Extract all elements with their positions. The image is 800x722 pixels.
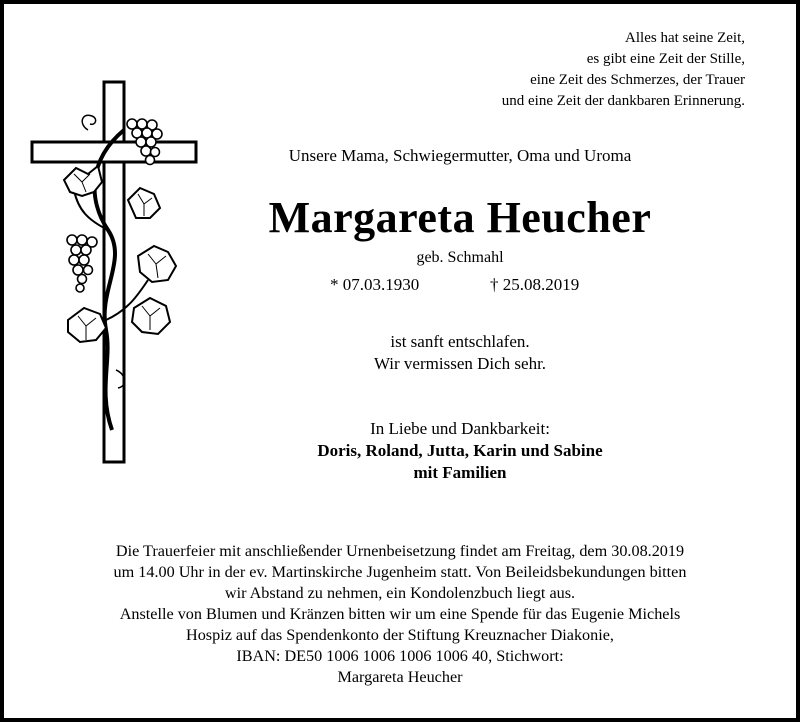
quote-line: es gibt eine Zeit der Stille,	[586, 51, 745, 67]
notice-line: wir Abstand zu nehmen, ein Kondolenzbuch liegt aus.	[224, 584, 576, 602]
notice-line: um 14.00 Uhr in der ev. Martinskirche Jugenheim statt. Von Beileidsbekundungen bitten	[113, 563, 687, 581]
notice-line: Hospiz auf das Spendenkonto der Stiftung Kreuznacher Diakonie,	[186, 626, 614, 644]
notice-line: Anstelle von Blumen und Kränzen bitten wir um eine Spende für das Eugenie Michels	[119, 605, 681, 623]
mourners-intro: In Liebe und Dankbarkeit:	[370, 419, 550, 438]
quote-line: Alles hat seine Zeit,	[625, 30, 745, 46]
message-line: ist sanft entschlafen.	[390, 332, 530, 351]
passing-message	[200, 331, 720, 375]
deceased-name: Margareta Heucher	[268, 193, 652, 242]
mourners-families: mit Familien	[413, 463, 507, 482]
mourners-block	[200, 418, 720, 484]
quote-line: eine Zeit des Schmerzes, der Trauer	[530, 72, 745, 88]
death-date: † 25.08.2019	[490, 275, 580, 294]
quote-verse	[405, 28, 745, 112]
birth-date: * 07.03.1930	[330, 275, 420, 294]
funeral-notice	[50, 541, 750, 688]
notice-line: IBAN: DE50 1006 1006 1006 1006 40, Stichwort:	[236, 647, 564, 665]
cross-with-grapevine-icon	[28, 70, 200, 470]
quote-line: und eine Zeit der dankbaren Erinnerung.	[501, 93, 745, 109]
message-line: Wir vermissen Dich sehr.	[373, 354, 547, 373]
notice-line: Die Trauerfeier mit anschließender Urnenbeisetzung findet am Freitag, dem 30.08.2019	[115, 542, 685, 560]
notice-line: Margareta Heucher	[337, 668, 463, 686]
mourners-names: Doris, Roland, Jutta, Karin und Sabine	[317, 441, 603, 460]
maiden-name: geb. Schmahl	[416, 249, 504, 266]
intro-text: Unsere Mama, Schwiegermutter, Oma und Uroma	[288, 146, 632, 165]
